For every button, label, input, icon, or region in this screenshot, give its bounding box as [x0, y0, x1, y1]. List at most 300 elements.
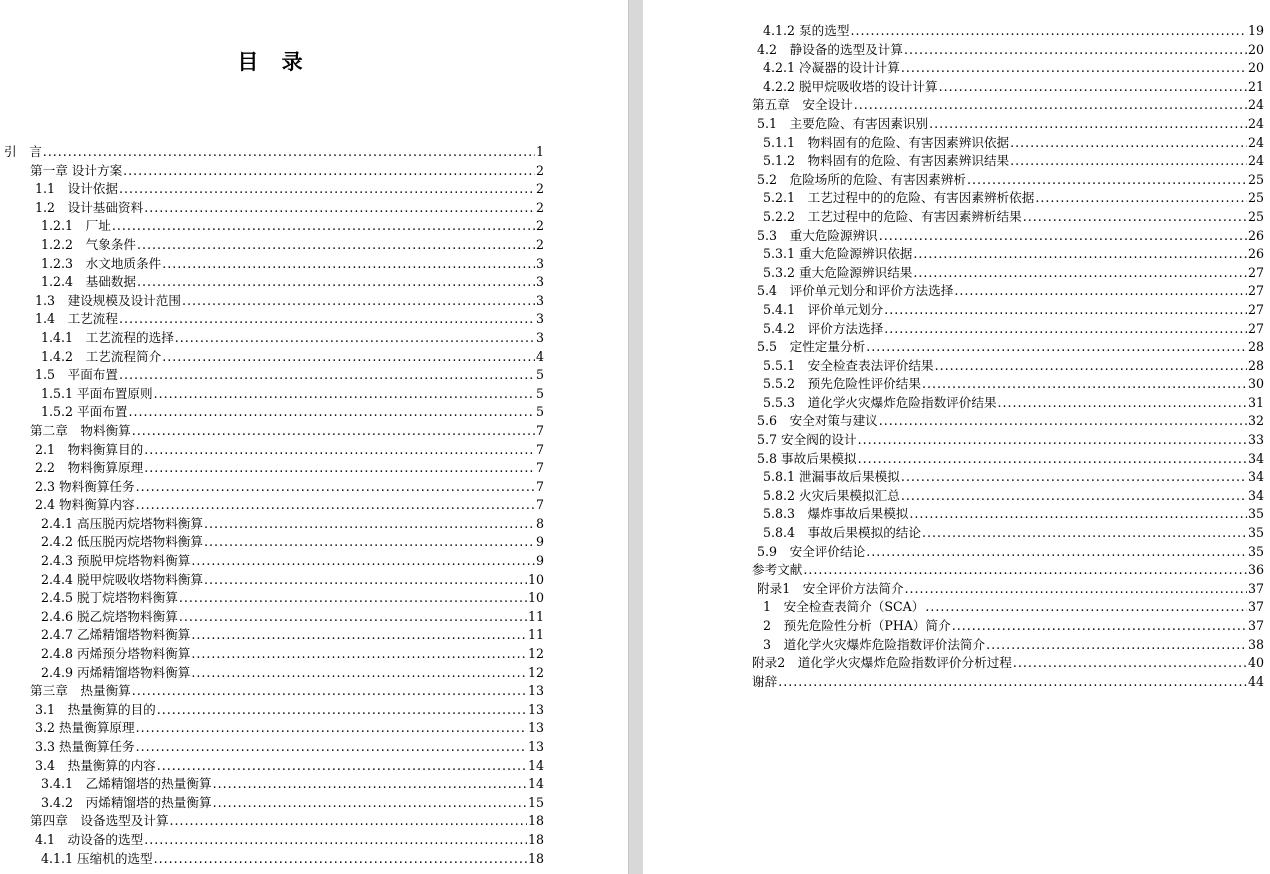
- toc-entry[interactable]: [752, 505, 1264, 524]
- toc-entry[interactable]: [4, 162, 544, 181]
- toc-entry[interactable]: [752, 431, 1264, 450]
- toc-dot-leader: [136, 478, 535, 497]
- toc-dot-leader: [939, 78, 1247, 97]
- toc-entry-title: 2.4.3 预脱甲烷塔物料衡算: [41, 553, 191, 569]
- toc-entry-page: 31: [1247, 394, 1264, 410]
- toc-entry[interactable]: [4, 626, 544, 645]
- toc-entry-page: 19: [1247, 23, 1264, 38]
- toc-entry-title: 5.1.2 物料固有的危险、有害因素辨识结果: [763, 153, 1010, 169]
- toc-entry-page: 18: [527, 813, 544, 829]
- toc-entry-page: 32: [1247, 413, 1264, 429]
- toc-entry-page: 2: [535, 199, 544, 215]
- toc-entry[interactable]: [4, 255, 544, 274]
- toc-entry-title: 3.1 热量衡算的目的: [35, 701, 156, 717]
- toc-dot-leader: [922, 375, 1247, 394]
- toc-entry[interactable]: [4, 478, 544, 497]
- toc-entry-title: 1 安全检查表简介（SCA）: [763, 599, 925, 615]
- page-gutter: [628, 0, 644, 874]
- toc-entry-page: 24: [1247, 115, 1264, 131]
- toc-entry-page: 1: [535, 144, 544, 159]
- toc-dot-leader: [854, 96, 1247, 115]
- toc-entry-title: 5.9 安全评价结论: [757, 543, 866, 559]
- toc-entry-page: 27: [1247, 283, 1264, 299]
- toc-dot-leader: [213, 775, 527, 794]
- toc-dot-leader: [136, 496, 535, 515]
- toc-entry-title: 2.4 物料衡算内容: [35, 497, 135, 513]
- toc-entry-page: 21: [1247, 78, 1264, 94]
- toc-entry-page: 7: [535, 441, 544, 457]
- toc-dot-leader: [1023, 208, 1247, 227]
- toc-entry[interactable]: [752, 561, 1264, 580]
- toc-entry-title: 3.4 热量衡算的内容: [35, 757, 156, 773]
- toc-entry[interactable]: [752, 152, 1264, 171]
- toc-entry-page: 5: [535, 404, 544, 420]
- toc-entry[interactable]: [4, 273, 544, 292]
- toc-entry-page: 7: [535, 422, 544, 438]
- toc-dot-leader: [952, 617, 1247, 636]
- toc-entry[interactable]: [752, 41, 1264, 60]
- toc-dot-leader: [967, 171, 1247, 190]
- toc-entry-title: 5.4.2 评价方法选择: [763, 320, 884, 336]
- toc-entry-title: 1.3 建设规模及设计范围: [35, 292, 181, 308]
- toc-entry[interactable]: [4, 533, 544, 552]
- toc-entry[interactable]: [4, 310, 544, 329]
- toc-entry-title: 1.2.3 水文地质条件: [41, 255, 162, 271]
- toc-entry-title: 2.4.6 脱乙烷塔物料衡算: [41, 608, 178, 624]
- toc-entry[interactable]: [4, 850, 544, 869]
- toc-entry[interactable]: [4, 459, 544, 478]
- toc-entry[interactable]: [4, 180, 544, 199]
- toc-dot-leader: [1035, 189, 1247, 208]
- toc-entry-page: 35: [1247, 543, 1264, 559]
- toc-entry-title: 5.1 主要危险、有害因素识别: [757, 115, 929, 131]
- toc-dot-leader: [935, 357, 1247, 376]
- toc-entry[interactable]: [752, 96, 1264, 115]
- toc-entry-page: 44: [1247, 673, 1264, 689]
- toc-entry[interactable]: [4, 348, 544, 367]
- toc-entry-title: 第四章 设备选型及计算: [30, 813, 169, 829]
- toc-entry-title: 1.5.2 平面布置: [41, 404, 128, 420]
- toc-entry-page: 37: [1247, 618, 1264, 633]
- toc-entry-page: 30: [1247, 376, 1264, 392]
- toc-dot-leader: [112, 217, 535, 236]
- toc-dot-leader: [170, 812, 527, 831]
- toc-entry-title: 5.3.1 重大危险源辨识依据: [763, 246, 913, 262]
- toc-entry-title: 1.2.1 厂址: [41, 218, 111, 234]
- toc-dot-leader: [884, 320, 1247, 339]
- toc-entry-page: 37: [1247, 599, 1264, 615]
- toc-entry[interactable]: [752, 580, 1264, 599]
- toc-entry-title: 第三章 热量衡算: [30, 683, 131, 699]
- toc-entry-page: 18: [527, 831, 544, 847]
- toc-dot-leader: [986, 636, 1247, 655]
- toc-entry[interactable]: [752, 375, 1264, 394]
- toc-entry[interactable]: [752, 654, 1264, 673]
- toc-entry-page: 7: [535, 460, 544, 476]
- toc-entry-title: 5.7 安全阀的设计: [757, 432, 857, 448]
- toc-entry-page: 40: [1247, 655, 1264, 671]
- toc-entry-page: 13: [527, 701, 544, 717]
- toc-entry-page: 37: [1247, 580, 1264, 596]
- toc-dot-leader: [204, 515, 535, 534]
- toc-entry-title: 2.1 物料衡算目的: [35, 441, 144, 457]
- toc-dot-leader: [879, 412, 1247, 431]
- toc-entry-title: 5.5.3 道化学火灾爆炸危险指数评价结果: [763, 394, 997, 410]
- toc-entry-title: 5.1.1 物料固有的危险、有害因素辨识依据: [763, 134, 1010, 150]
- toc-dot-leader: [904, 41, 1247, 60]
- toc-dot-leader: [929, 115, 1247, 134]
- toc-dot-leader: [879, 227, 1247, 246]
- toc-dot-leader: [157, 701, 527, 720]
- toc-entry-title: 5.3.2 重大危险源辨识结果: [763, 264, 913, 280]
- toc-entry-page: 10: [527, 590, 544, 606]
- toc-entry-page: 24: [1247, 153, 1264, 169]
- toc-entry-page: 7: [535, 478, 544, 494]
- toc-entry[interactable]: [4, 496, 544, 515]
- toc-entry-title: 2.4.2 低压脱丙烷塔物料衡算: [41, 534, 203, 550]
- toc-entry[interactable]: [4, 403, 544, 422]
- toc-entry-title: 5.8.1 泄漏事故后果模拟: [763, 469, 900, 485]
- toc-entry[interactable]: [4, 143, 544, 162]
- toc-entry[interactable]: [752, 412, 1264, 431]
- toc-entry-title: 3 道化学火灾爆炸危险指数评价法简介: [763, 636, 986, 652]
- toc-entry-page: 35: [1247, 506, 1264, 522]
- toc-dot-leader: [1010, 134, 1247, 153]
- toc-dot-leader: [191, 626, 527, 645]
- toc-entry[interactable]: [752, 320, 1264, 339]
- toc-dot-leader: [901, 59, 1247, 78]
- toc-entry-title: 5.2 危险场所的危险、有害因素辨析: [757, 171, 966, 187]
- toc-entry[interactable]: [4, 608, 544, 627]
- toc-entry[interactable]: [4, 236, 544, 255]
- toc-entry-page: 18: [527, 850, 544, 866]
- toc-entry-title: 3.2 热量衡算原理: [35, 720, 135, 736]
- toc-dot-leader: [191, 664, 527, 683]
- toc-dot-leader: [922, 524, 1247, 543]
- toc-entry-title: 2.4.8 丙烯预分塔物料衡算: [41, 646, 191, 662]
- toc-entry-title: 5.2.2 工艺过程中的危险、有害因素辨析结果: [763, 208, 1022, 224]
- toc-entry-title: 5.6 安全对策与建议: [757, 413, 878, 429]
- toc-dot-leader: [179, 589, 527, 608]
- toc-dot-leader: [119, 366, 535, 385]
- toc-dot-leader: [119, 310, 535, 329]
- toc-entry[interactable]: [4, 775, 544, 794]
- toc-dot-leader: [204, 571, 527, 590]
- toc-dot-leader: [123, 162, 535, 181]
- toc-entry-title: 1.4.1 工艺流程的选择: [41, 329, 174, 345]
- toc-entry-title: 5.5 定性定量分析: [757, 339, 866, 355]
- toc-entry-page: 5: [535, 367, 544, 383]
- toc-dot-leader: [866, 338, 1247, 357]
- toc-entry[interactable]: [4, 422, 544, 441]
- toc-entry-page: 7: [535, 497, 544, 513]
- toc-dot-leader: [778, 673, 1247, 692]
- toc-dot-leader: [901, 468, 1247, 487]
- toc-entry[interactable]: [4, 589, 544, 608]
- toc-entry-title: 1.4 工艺流程: [35, 311, 118, 327]
- toc-entry-title: 2.4.4 脱甲烷吸收塔物料衡算: [41, 571, 203, 587]
- toc-entry-page: 28: [1247, 357, 1264, 373]
- toc-dot-leader: [913, 264, 1247, 283]
- toc-entry-title: 2.4.1 高压脱丙烷塔物料衡算: [41, 515, 203, 531]
- toc-entry-page: 3: [535, 311, 544, 327]
- toc-entry-title: 5.8.2 火灾后果模拟汇总: [763, 487, 900, 503]
- toc-entry-title: 4.1.2 泵的选型: [763, 23, 850, 38]
- toc-entry[interactable]: [752, 282, 1264, 301]
- toc-entry[interactable]: [4, 366, 544, 385]
- toc-dot-leader: [909, 505, 1247, 524]
- toc-entry-title: 1.2 设计基础资料: [35, 199, 144, 215]
- toc-entry-title: 第五章 安全设计: [752, 97, 853, 113]
- toc-entry[interactable]: [752, 338, 1264, 357]
- toc-dot-leader: [137, 273, 535, 292]
- toc-entry-page: 25: [1247, 171, 1264, 187]
- toc-entry-page: 4: [535, 348, 544, 364]
- toc-dot-leader: [144, 831, 527, 850]
- toc-entry-title: 2 预先危险性分析（PHA）简介: [763, 618, 951, 633]
- toc-entry-title: 5.4 评价单元划分和评价方法选择: [757, 283, 954, 299]
- toc-dot-leader: [144, 459, 535, 478]
- toc-entry[interactable]: [752, 22, 1264, 41]
- toc-dot-leader: [132, 682, 527, 701]
- toc-title: 目 录: [237, 50, 311, 74]
- toc-entry-title: 第二章 物料衡算: [30, 422, 131, 438]
- toc-dot-leader: [866, 543, 1247, 562]
- toc-entry-page: 36: [1247, 562, 1264, 578]
- toc-dot-leader: [913, 245, 1247, 264]
- toc-entry[interactable]: [752, 524, 1264, 543]
- toc-entry-title: 2.4.7 乙烯精馏塔物料衡算: [41, 627, 191, 643]
- toc-entry-page: 34: [1247, 487, 1264, 503]
- toc-entry-title: 5.8 事故后果模拟: [757, 450, 857, 466]
- toc-dot-leader: [144, 441, 535, 460]
- toc-entry-page: 9: [535, 534, 544, 550]
- toc-entry[interactable]: [752, 394, 1264, 413]
- toc-entry-page: 27: [1247, 264, 1264, 280]
- toc-entry-page: 28: [1247, 339, 1264, 355]
- toc-entry-title: 2.3 物料衡算任务: [35, 478, 135, 494]
- toc-dot-leader: [144, 199, 535, 218]
- toc-entry[interactable]: [4, 757, 544, 776]
- toc-entry[interactable]: [4, 738, 544, 757]
- toc-dot-leader: [954, 282, 1247, 301]
- toc-entry-title: 1.2.2 气象条件: [41, 236, 137, 252]
- toc-entry-page: 3: [535, 329, 544, 345]
- toc-entry-page: 20: [1247, 60, 1264, 76]
- toc-entry-page: 10: [527, 571, 544, 587]
- toc-dot-leader: [998, 394, 1247, 413]
- toc-entry-title: 2.4.5 脱丁烷塔物料衡算: [41, 590, 178, 606]
- toc-entry-page: 38: [1247, 636, 1264, 652]
- toc-entry-title: 附录1 安全评价方法简介: [757, 580, 904, 596]
- toc-entry[interactable]: [752, 598, 1264, 617]
- toc-entry[interactable]: [4, 812, 544, 831]
- toc-dot-leader: [901, 487, 1247, 506]
- toc-entry-title: 参考文献: [752, 562, 803, 578]
- toc-dot-leader: [850, 22, 1247, 41]
- toc-entry-title: 5.8.3 爆炸事故后果模拟: [763, 506, 909, 522]
- toc-entry-page: 27: [1247, 320, 1264, 336]
- toc-entry-title: 引 言: [4, 144, 42, 159]
- toc-entry[interactable]: [4, 682, 544, 701]
- toc-entry-page: 25: [1247, 208, 1264, 224]
- toc-entry[interactable]: [752, 78, 1264, 97]
- toc-entry[interactable]: [4, 199, 544, 218]
- toc-entry-title: 4.2 静设备的选型及计算: [757, 41, 903, 57]
- toc-entry-title: 1.5.1 平面布置原则: [41, 385, 153, 401]
- toc-entry-title: 1.1 设计依据: [35, 181, 118, 197]
- toc-entry-page: 8: [535, 515, 544, 531]
- toc-entry-page: 3: [535, 255, 544, 271]
- toc-entry-page: 33: [1247, 432, 1264, 448]
- toc-dot-leader: [154, 850, 527, 869]
- toc-entry[interactable]: [4, 645, 544, 664]
- toc-entry[interactable]: [752, 468, 1264, 487]
- toc-entry-title: 4.1.1 压缩机的选型: [41, 850, 153, 866]
- toc-entry-title: 5.4.1 评价单元划分: [763, 301, 884, 317]
- toc-entry-title: 5.5.2 预先危险性评价结果: [763, 376, 921, 392]
- toc-entry-title: 3.3 热量衡算任务: [35, 739, 135, 754]
- toc-entry-page: 12: [527, 646, 544, 662]
- toc-list-right: [752, 22, 1264, 691]
- toc-entry[interactable]: [4, 329, 544, 348]
- toc-entry[interactable]: [752, 115, 1264, 134]
- toc-entry[interactable]: [4, 515, 544, 534]
- toc-dot-leader: [162, 348, 535, 367]
- toc-entry-page: 9: [535, 553, 544, 569]
- toc-entry[interactable]: [4, 217, 544, 236]
- toc-list-left: [4, 143, 544, 868]
- toc-entry-page: 34: [1247, 469, 1264, 485]
- toc-entry-title: 第一章 设计方案: [30, 162, 123, 178]
- toc-entry-page: 13: [527, 720, 544, 736]
- toc-entry[interactable]: [752, 189, 1264, 208]
- toc-entry-page: 2: [535, 236, 544, 252]
- toc-entry-page: 34: [1247, 450, 1264, 466]
- toc-entry-page: 11: [527, 627, 544, 643]
- toc-entry-title: 4.1 动设备的选型: [35, 831, 144, 847]
- toc-dot-leader: [119, 180, 535, 199]
- toc-dot-leader: [884, 301, 1247, 320]
- toc-entry-title: 1.4.2 工艺流程简介: [41, 348, 162, 364]
- toc-entry[interactable]: [752, 301, 1264, 320]
- toc-dot-leader: [137, 236, 535, 255]
- toc-entry[interactable]: [752, 543, 1264, 562]
- toc-entry-page: 13: [527, 739, 544, 754]
- toc-entry-page: 24: [1247, 134, 1264, 150]
- toc-entry-page: 15: [527, 794, 544, 810]
- toc-entry-page: 24: [1247, 97, 1264, 113]
- toc-entry-page: 11: [527, 608, 544, 624]
- toc-dot-leader: [136, 719, 527, 738]
- toc-entry[interactable]: [752, 487, 1264, 506]
- toc-entry-page: 25: [1247, 190, 1264, 206]
- toc-entry[interactable]: [4, 552, 544, 571]
- toc-entry-title: 2.4.9 丙烯精馏塔物料衡算: [41, 664, 191, 680]
- toc-entry[interactable]: [4, 664, 544, 683]
- toc-entry[interactable]: [752, 617, 1264, 636]
- toc-entry[interactable]: [4, 571, 544, 590]
- toc-entry[interactable]: [4, 831, 544, 850]
- toc-dot-leader: [858, 450, 1247, 469]
- toc-dot-leader: [154, 385, 535, 404]
- toc-dot-leader: [858, 431, 1247, 450]
- toc-entry[interactable]: [752, 357, 1264, 376]
- toc-dot-leader: [157, 757, 527, 776]
- toc-entry-title: 5.8.4 事故后果模拟的结论: [763, 525, 921, 541]
- toc-dot-leader: [1010, 152, 1247, 171]
- toc-entry-page: 2: [535, 162, 544, 178]
- toc-entry[interactable]: [4, 385, 544, 404]
- toc-entry-page: 14: [527, 776, 544, 792]
- toc-entry-page: 27: [1247, 301, 1264, 317]
- toc-entry-page: 3: [535, 292, 544, 308]
- toc-entry-page: 35: [1247, 525, 1264, 541]
- toc-entry-page: 3: [535, 274, 544, 290]
- toc-dot-leader: [43, 143, 535, 162]
- toc-entry[interactable]: [752, 227, 1264, 246]
- toc-dot-leader: [213, 794, 527, 813]
- toc-dot-leader: [191, 552, 535, 571]
- toc-entry-page: 2: [535, 218, 544, 234]
- toc-entry-title: 3.4.1 乙烯精馏塔的热量衡算: [41, 776, 212, 792]
- toc-entry-page: 13: [527, 683, 544, 699]
- toc-entry[interactable]: [4, 292, 544, 311]
- toc-entry[interactable]: [752, 245, 1264, 264]
- toc-dot-leader: [204, 533, 535, 552]
- toc-entry-page: 26: [1247, 246, 1264, 262]
- toc-dot-leader: [1013, 654, 1247, 673]
- toc-entry[interactable]: [752, 673, 1264, 692]
- toc-entry[interactable]: [752, 134, 1264, 153]
- toc-entry-title: 4.2.2 脱甲烷吸收塔的设计计算: [763, 78, 938, 94]
- toc-entry[interactable]: [4, 701, 544, 720]
- toc-entry-title: 谢辞: [752, 673, 778, 689]
- toc-dot-leader: [905, 580, 1247, 599]
- toc-entry-title: 2.2 物料衡算原理: [35, 460, 144, 476]
- toc-entry[interactable]: [752, 636, 1264, 655]
- toc-entry-page: 2: [535, 181, 544, 197]
- toc-entry[interactable]: [4, 441, 544, 460]
- toc-dot-leader: [175, 329, 535, 348]
- toc-entry-page: 20: [1247, 41, 1264, 57]
- toc-entry[interactable]: [752, 264, 1264, 283]
- toc-dot-leader: [132, 422, 535, 441]
- toc-entry-title: 附录2 道化学火灾爆炸危险指数评价分析过程: [752, 655, 1012, 671]
- toc-entry-title: 5.3 重大危险源辨识: [757, 227, 878, 243]
- toc-dot-leader: [182, 292, 535, 311]
- toc-dot-leader: [136, 738, 527, 757]
- toc-dot-leader: [803, 561, 1247, 580]
- toc-entry[interactable]: [4, 719, 544, 738]
- toc-entry-page: 12: [527, 664, 544, 680]
- toc-entry[interactable]: [4, 794, 544, 813]
- toc-entry-page: 26: [1247, 227, 1264, 243]
- toc-dot-leader: [925, 598, 1247, 617]
- toc-entry[interactable]: [752, 59, 1264, 78]
- toc-entry-title: 3.4.2 丙烯精馏塔的热量衡算: [41, 794, 212, 810]
- toc-dot-leader: [162, 255, 535, 274]
- toc-entry[interactable]: [752, 208, 1264, 227]
- toc-entry[interactable]: [752, 450, 1264, 469]
- toc-dot-leader: [128, 403, 535, 422]
- toc-entry-title: 1.2.4 基础数据: [41, 274, 137, 290]
- toc-entry[interactable]: [752, 171, 1264, 190]
- toc-entry-page: 5: [535, 385, 544, 401]
- toc-entry-title: 5.2.1 工艺过程中的的危险、有害因素辨析依据: [763, 190, 1035, 206]
- toc-entry-title: 4.2.1 冷凝器的设计计算: [763, 60, 900, 76]
- toc-entry-title: 5.5.1 安全检查表法评价结果: [763, 357, 934, 373]
